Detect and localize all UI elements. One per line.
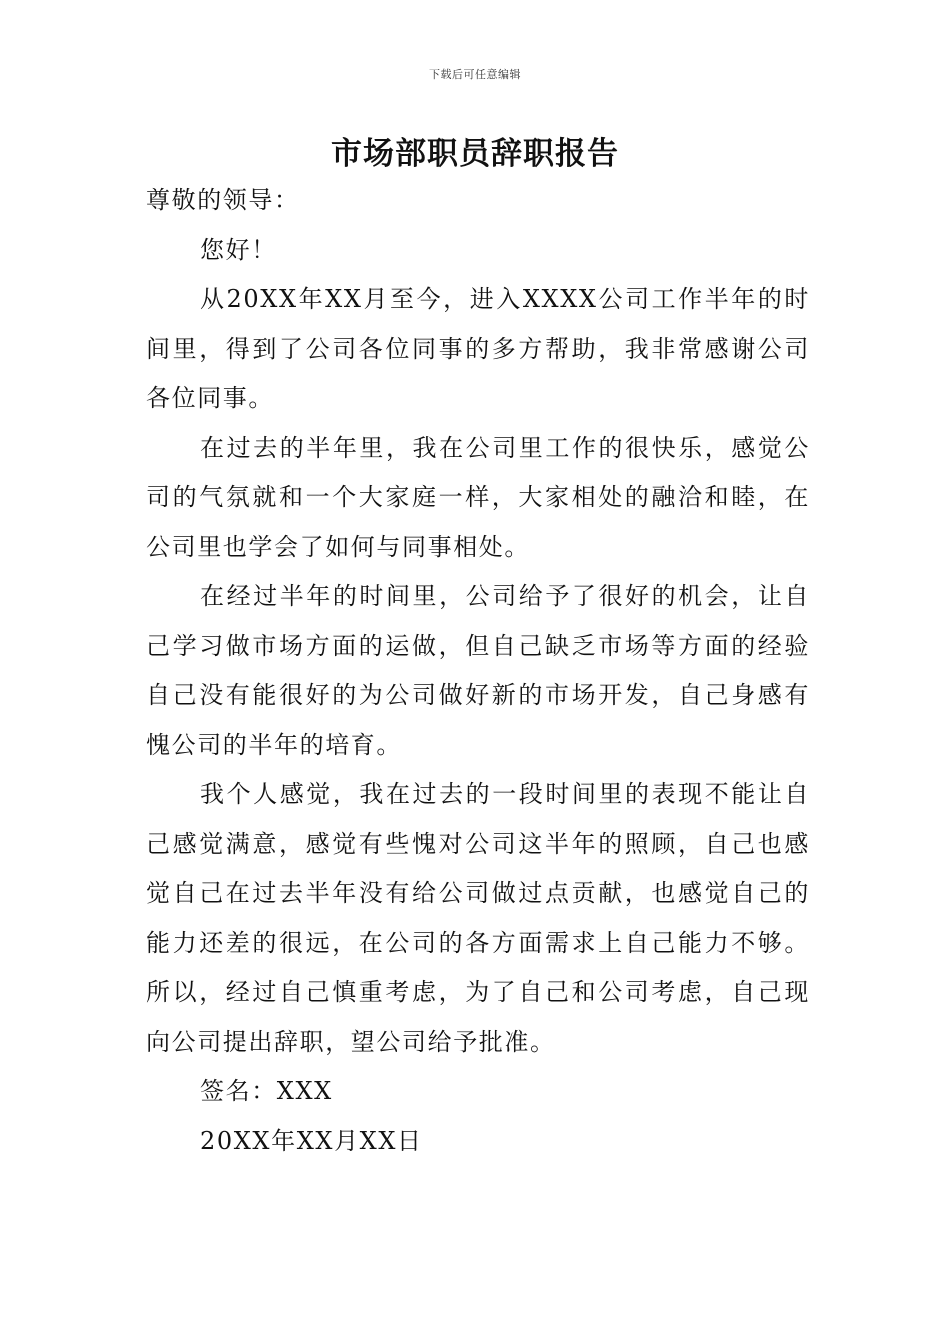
paragraph-2: 在过去的半年里，我在公司里工作的很快乐，感觉公司的气氛就和一个大家庭一样，大家相处的融洽和睦，在公司里也学会了如何与同事相处。	[146, 433, 810, 561]
paragraph-3: 在经过半年的时间里，公司给予了很好的机会，让自己学习做市场方面的运做，但自己缺乏市场等方面的经验自己没有能很好的为公司做好新的市场开发，自己身感有愧公司的半年的培育。	[146, 582, 810, 759]
header-note: 下载后可任意编辑	[429, 68, 521, 81]
salutation: 尊敬的领导：	[146, 186, 300, 214]
document-title: 市场部职员辞职报告	[331, 136, 619, 172]
paragraph-1: 从20XX年XX月至今，进入XXXX公司工作半年的时间里，得到了公司各位同事的多方帮助，我非常感谢公司各位同事。	[146, 285, 810, 412]
greeting: 您好！	[200, 235, 277, 264]
letter-body	[146, 176, 810, 1166]
date: 20XX年XX月XX日	[200, 1126, 423, 1155]
signature: 签名：XXX	[200, 1077, 333, 1105]
paragraph-4: 我个人感觉，我在过去的一段时间里的表现不能让自己感觉满意，感觉有些愧对公司这半年的照顾，自己也感觉自己在过去半年没有给公司做过点贡献，也感觉自己的能力还差的很远，在公司的各方面需求上自己能力不够。所以，经过自己慎重考虑，为了自己和公司考虑，自己现向公司提出辞职，望公司给予批准。	[146, 780, 810, 1056]
